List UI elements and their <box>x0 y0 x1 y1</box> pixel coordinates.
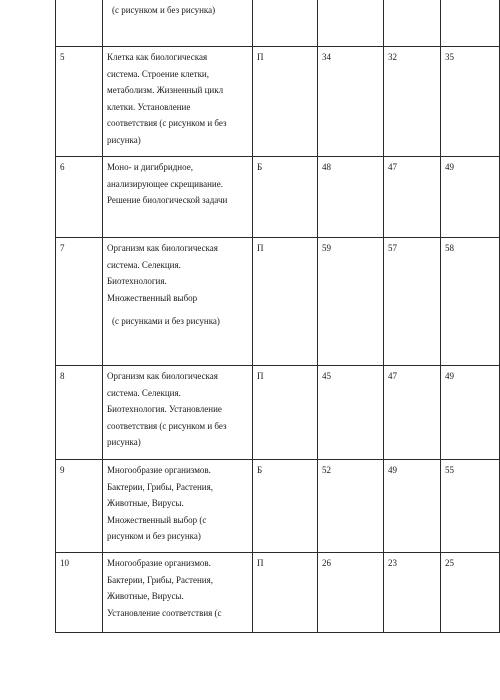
topic-line: Клетка как биологическая <box>107 52 208 62</box>
value-cell: 49 <box>384 460 441 553</box>
topic-line: Организм как биологическая <box>107 371 218 381</box>
topic-line: система. Строение клетки, <box>107 68 210 79</box>
line-gap <box>107 306 248 313</box>
topic-cell <box>103 238 253 366</box>
topic-line: клетки. Установление <box>107 101 191 112</box>
value-cell <box>384 0 441 47</box>
level-cell: П <box>253 553 318 633</box>
topic-line: Бактерии, Грибы, Растения, <box>107 481 214 492</box>
value-cell: 47 <box>384 366 441 460</box>
topic-line: Животные, Вирусы. <box>107 591 184 601</box>
topic-line: Биотехнология. <box>107 276 167 286</box>
table-row <box>56 157 500 238</box>
value-cell: 34 <box>318 47 384 157</box>
topic-line: Установление соответствия (с <box>107 607 222 618</box>
topic-cell <box>103 366 253 460</box>
table-row <box>56 238 500 366</box>
value-cell: 32 <box>384 47 441 157</box>
level-cell: П <box>253 47 318 157</box>
topic-line: Множественный выбор (с <box>107 514 207 525</box>
value-cell: 35 <box>441 47 500 157</box>
value-cell: 45 <box>318 366 384 460</box>
value-cell: 59 <box>318 238 384 366</box>
table-row <box>56 366 500 460</box>
value-cell: 23 <box>384 553 441 633</box>
results-table <box>55 0 500 633</box>
topic-cell <box>103 553 253 633</box>
value-cell: 58 <box>441 238 500 366</box>
level-cell: Б <box>253 460 318 553</box>
row-number-cell: 5 <box>56 47 103 157</box>
topic-line: Множественный выбор <box>107 292 198 303</box>
topic-line: система. Селекция. <box>107 387 181 398</box>
row-number-cell: 6 <box>56 157 103 238</box>
topic-line: Решение биологической задачи <box>107 195 228 205</box>
level-cell <box>253 0 318 47</box>
row-number-cell: 8 <box>56 366 103 460</box>
topic-line: соответствия (с рисунком и без <box>107 118 227 128</box>
value-cell: 49 <box>441 366 500 460</box>
table-row <box>56 460 500 553</box>
topic-line: метаболизм. Жизненный цикл <box>107 85 224 95</box>
row-number-cell: 10 <box>56 553 103 633</box>
row-number-cell <box>56 0 103 47</box>
topic-cell <box>103 0 253 47</box>
topic-line: Животные, Вирусы. <box>107 498 184 508</box>
level-cell: Б <box>253 157 318 238</box>
topic-cell <box>103 157 253 238</box>
value-cell: 47 <box>384 157 441 238</box>
table-row <box>56 47 500 157</box>
value-cell <box>318 0 384 47</box>
row-number-cell: 9 <box>56 460 103 553</box>
topic-line: Бактерии, Грибы, Растения, <box>107 574 214 585</box>
table-row <box>56 553 500 633</box>
table-row <box>56 0 500 47</box>
value-cell: 26 <box>318 553 384 633</box>
level-cell: П <box>253 238 318 366</box>
topic-line: соответствия (с рисунком и без <box>107 420 227 431</box>
topic-line: (с рисунками и без рисунка) <box>112 316 220 326</box>
topic-line: Многообразие организмов. <box>107 465 211 475</box>
value-cell: 25 <box>441 553 500 633</box>
topic-line: Многообразие организмов. <box>107 558 211 568</box>
value-cell: 52 <box>318 460 384 553</box>
value-cell: 49 <box>441 157 500 238</box>
topic-line: система. Селекция. <box>107 259 181 270</box>
topic-line: Моно- и дигибридное, <box>107 162 193 172</box>
topic-line: (с рисунком и без рисунка) <box>112 5 216 15</box>
topic-line: анализирующее скрещивание. <box>107 178 223 189</box>
topic-line: рисунка) <box>107 437 141 447</box>
topic-cell <box>103 47 253 157</box>
topic-line: рисунка) <box>107 134 141 145</box>
topic-line: рисунком и без рисунка) <box>107 531 201 541</box>
value-cell: 48 <box>318 157 384 238</box>
value-cell <box>441 0 500 47</box>
row-number-cell: 7 <box>56 238 103 366</box>
value-cell: 55 <box>441 460 500 553</box>
level-cell: П <box>253 366 318 460</box>
topic-line: Биотехнология. Установление <box>107 404 222 414</box>
value-cell: 57 <box>384 238 441 366</box>
topic-cell <box>103 460 253 553</box>
topic-line: Организм как биологическая <box>107 243 218 253</box>
